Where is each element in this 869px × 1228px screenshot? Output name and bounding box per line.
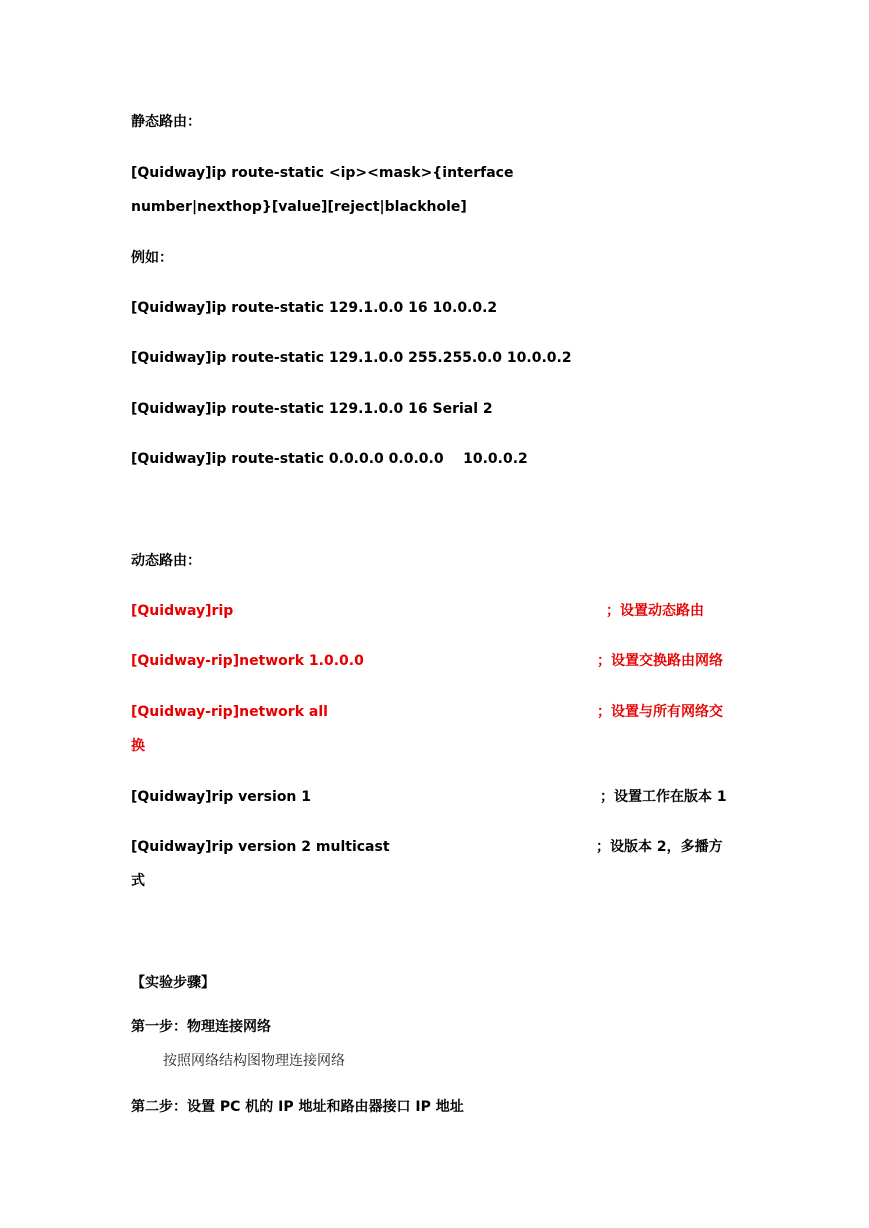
static-example-1: [Quidway]ip route-static 129.1.0.0 16 10.0.0.2 bbox=[131, 300, 498, 316]
step-1-title: 第一步：物理连接网络 bbox=[131, 1019, 271, 1035]
step-1-body: 按照网络结构图物理连接网络 bbox=[163, 1053, 345, 1069]
rip-version-2-comment-cont: 式 bbox=[131, 873, 145, 889]
static-example-2: [Quidway]ip route-static 129.1.0.0 255.255.0.0 10.0.0.2 bbox=[131, 350, 572, 366]
rip-network-comment: ；设置交换路由网络 bbox=[597, 653, 723, 669]
example-label: 例如： bbox=[131, 250, 173, 266]
rip-command-comment: ；设置动态路由 bbox=[606, 603, 704, 619]
rip-command: [Quidway]rip bbox=[131, 603, 234, 619]
rip-version-2-comment: ；设版本 2，多播方 bbox=[596, 839, 723, 855]
rip-version-2-command: [Quidway]rip version 2 multicast bbox=[131, 839, 390, 855]
experiment-heading: 【实验步骤】 bbox=[131, 975, 215, 991]
static-routing-heading: 静态路由： bbox=[131, 114, 201, 130]
static-syntax-line-1: [Quidway]ip route-static <ip><mask>{interface bbox=[131, 165, 514, 181]
static-example-4: [Quidway]ip route-static 0.0.0.0 0.0.0.0 10.0.0.2 bbox=[131, 451, 528, 467]
rip-network-command: [Quidway-rip]network 1.0.0.0 bbox=[131, 653, 364, 669]
step-2-title: 第二步：设置 PC 机的 IP 地址和路由器接口 IP 地址 bbox=[131, 1099, 464, 1115]
rip-network-all-comment: ；设置与所有网络交 bbox=[597, 704, 723, 720]
rip-network-all-command: [Quidway-rip]network all bbox=[131, 704, 328, 720]
rip-version-1-command: [Quidway]rip version 1 bbox=[131, 789, 312, 805]
dynamic-routing-heading: 动态路由： bbox=[131, 553, 201, 569]
static-syntax-line-2: number|nexthop}[value][reject|blackhole] bbox=[131, 199, 467, 215]
static-example-3: [Quidway]ip route-static 129.1.0.0 16 Serial 2 bbox=[131, 401, 493, 417]
rip-version-1-comment: ；设置工作在版本 1 bbox=[600, 789, 727, 805]
rip-network-all-comment-cont: 换 bbox=[131, 738, 145, 754]
